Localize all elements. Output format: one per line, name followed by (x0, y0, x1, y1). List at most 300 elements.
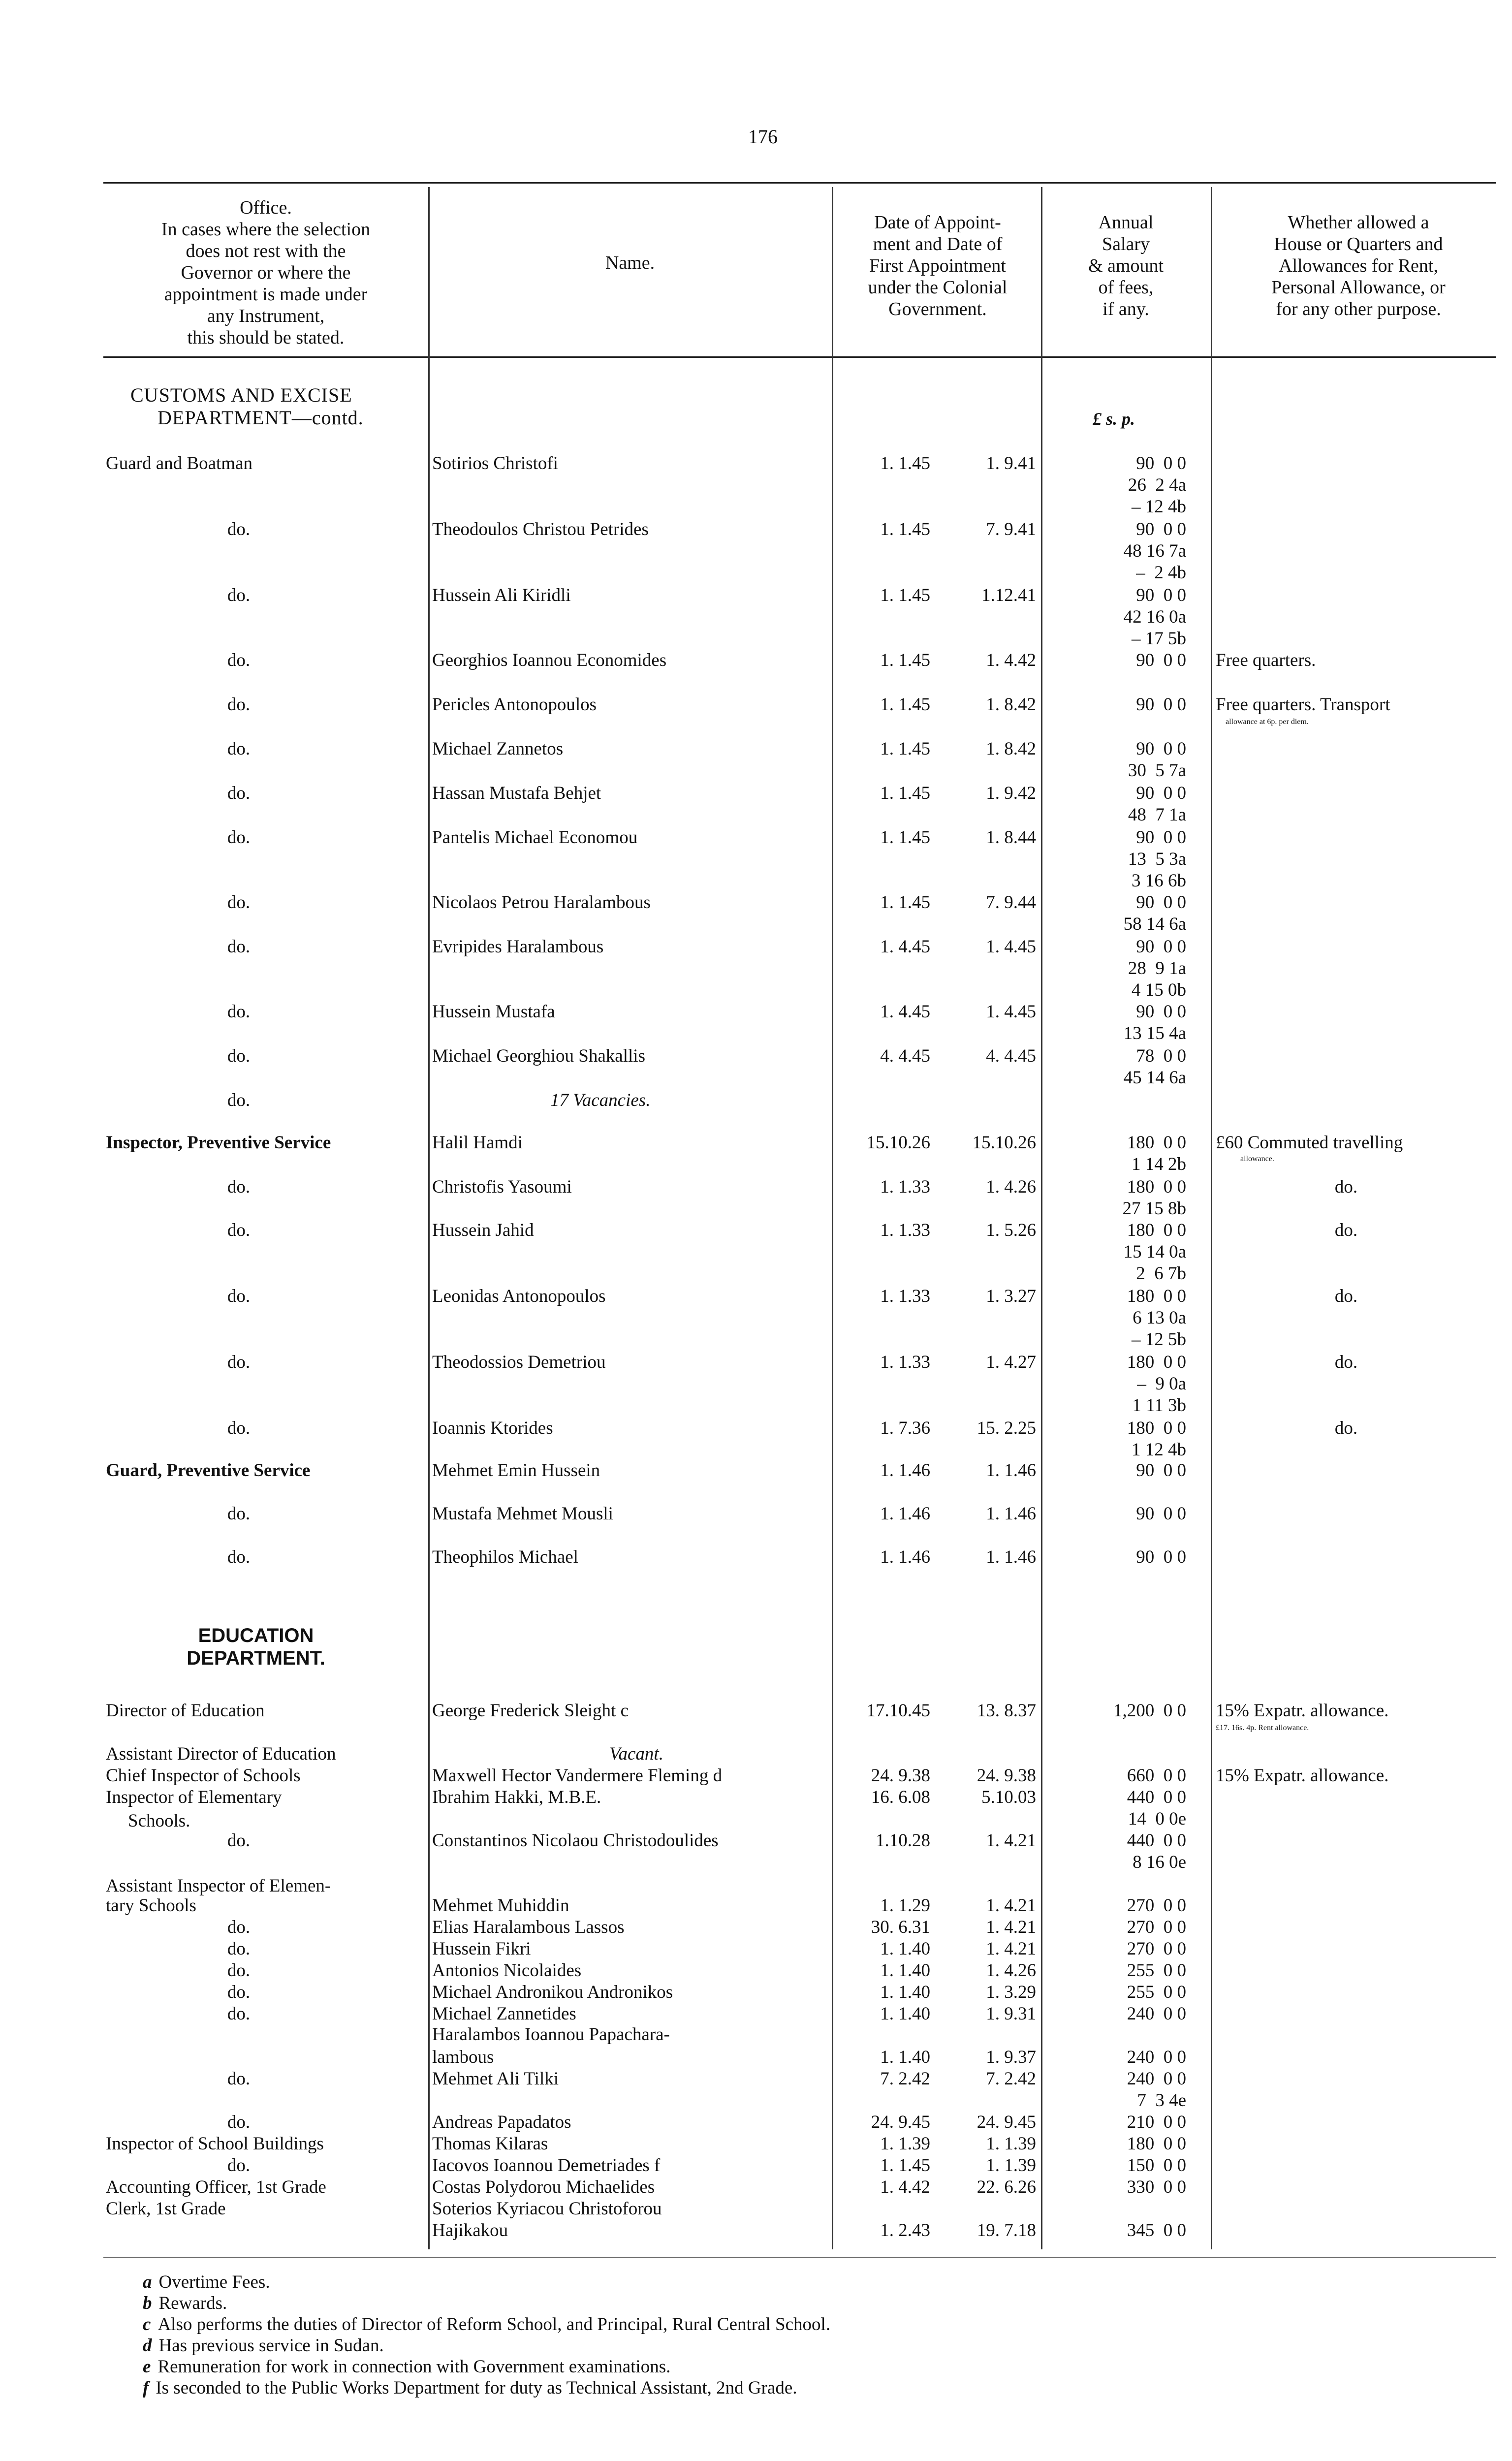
table-bottom-rule (103, 2257, 1496, 2258)
table-row (0, 1001, 1512, 1023)
appointment-date-cell: 1. 1.45 (880, 2155, 930, 2176)
first-appointment-date-cell: 13. 8.37 (976, 1701, 1036, 1721)
salary-fee-line: 30 5 7a (1128, 760, 1186, 781)
office-cell: do. (227, 1830, 251, 1851)
name-cell: Mustafa Mehmet Mousli (432, 1504, 613, 1524)
salary-cell: 90 0 0 (1136, 1547, 1186, 1567)
remark-expatr-cont: £17. 16s. 4p. Rent allowance. (1216, 1724, 1309, 1732)
footnote-mark: c (143, 2314, 151, 2335)
salary-cell: 255 0 0 (1127, 1960, 1186, 1981)
office-cell: do. (227, 694, 251, 715)
table-row (0, 1743, 1512, 1765)
salary-fee-line: 58 14 6a (1123, 914, 1186, 934)
office-cell: Clerk, 1st Grade (106, 2199, 226, 2219)
header-remarks: Whether allowed a House or Quarters and Allowances for Rent, Personal Allowance, or for any other purpose. (1271, 212, 1446, 319)
salary-cell: 240 0 0 (1127, 2047, 1186, 2067)
name-cell: Christofis Yasoumi (432, 1177, 572, 1197)
first-appointment-date-cell: 7. 9.44 (986, 892, 1036, 913)
table-row (0, 650, 1512, 671)
first-appointment-date-cell: 1.12.41 (981, 585, 1036, 605)
remarks-cell: Free quarters. (1216, 650, 1316, 670)
salary-fee-line: – 17 5b (1132, 629, 1186, 649)
first-appointment-date-cell: 7. 9.41 (986, 519, 1036, 539)
first-appointment-date-cell: 5.10.03 (981, 1787, 1036, 1807)
appointment-date-cell: 1. 1.40 (880, 2004, 930, 2024)
office-cell: do. (227, 1982, 251, 2002)
header-top-rule (103, 182, 1496, 184)
office-cell: do. (227, 1002, 251, 1022)
currency-units: £ s. p. (1093, 409, 1135, 429)
name-cell: George Frederick Sleight c (432, 1701, 629, 1721)
office-cell: Assistant Director of Education (106, 1744, 336, 1764)
name-cell: Ioannis Ktorides (432, 1418, 553, 1438)
salary-fee-line: 2 6 7b (1132, 1263, 1186, 1284)
office-cell: Accounting Officer, 1st Grade (106, 2177, 326, 2197)
first-appointment-date-cell: 1. 4.42 (986, 650, 1036, 670)
table-row (0, 2047, 1512, 2068)
office-cell: do. (227, 739, 251, 759)
salary-cell: 240 0 0 (1127, 2069, 1186, 2089)
salary-cell: 180 0 0 (1127, 1286, 1186, 1306)
table-row (0, 1503, 1512, 1525)
table-row (0, 1917, 1512, 1938)
appointment-date-cell: 30. 6.31 (871, 1917, 930, 1937)
first-appointment-date-cell: 1. 8.42 (986, 739, 1036, 759)
remarks-cell: 15% Expatr. allowance. (1216, 1701, 1389, 1721)
first-appointment-date-cell: 1. 4.21 (986, 1939, 1036, 1959)
office-cell: do. (227, 1090, 251, 1110)
remarks-cell: do. (1334, 1177, 1358, 1197)
first-appointment-date-cell: 1. 9.41 (986, 453, 1036, 473)
first-appointment-date-cell: 4. 4.45 (986, 1046, 1036, 1066)
table-row (0, 1418, 1512, 1439)
office-cell: Inspector, Preventive Service (106, 1133, 331, 1153)
footnote-mark: d (143, 2335, 152, 2356)
table-row (0, 738, 1512, 760)
office-cell: do. (227, 937, 251, 957)
office-cell: do. (227, 2155, 251, 2176)
name-cell: Sotirios Christofi (432, 453, 558, 473)
salary-fee-line: 13 5 3a (1128, 849, 1186, 869)
salary-fee-line: 14 0 0e (1128, 1809, 1186, 1829)
table-row (0, 1960, 1512, 1982)
name-cell: Hassan Mustafa Behjet (432, 783, 601, 803)
salary-cell: 180 0 0 (1127, 1220, 1186, 1240)
salary-cell: 1,200 0 0 (1113, 1701, 1186, 1721)
name-cell: Mehmet Muhiddin (432, 1895, 569, 1916)
salary-cell: 180 0 0 (1127, 1352, 1186, 1372)
appointment-date-cell: 1. 4.45 (880, 1002, 930, 1022)
name-cell: Theodossios Demetriou (432, 1352, 606, 1372)
footnote (143, 2293, 227, 2314)
appointment-date-cell: 16. 6.08 (871, 1787, 930, 1807)
office-cell: do. (227, 2069, 251, 2089)
name-cell: Thomas Kilaras (432, 2134, 548, 2154)
first-appointment-date-cell: 19. 7.18 (976, 2220, 1036, 2240)
footnote-text: Remuneration for work in connection with Government examinations. (158, 2357, 671, 2377)
header-date: Date of Appoint- ment and Date of First Appointment under the Colonial Government. (868, 212, 1008, 319)
table-row (0, 783, 1512, 804)
first-appointment-date-cell: 1. 1.46 (986, 1504, 1036, 1524)
salary-fee-line: 13 15 4a (1123, 1023, 1186, 1043)
first-appointment-date-cell: 1. 9.31 (986, 2004, 1036, 2024)
salary-fee-line: 45 14 6a (1123, 1068, 1186, 1088)
office-cell: do. (227, 1960, 251, 1981)
first-appointment-date-cell: 1. 8.42 (986, 694, 1036, 715)
first-appointment-date-cell: 1. 4.21 (986, 1830, 1036, 1851)
name-cell: Evripides Haralambous (432, 937, 604, 957)
first-appointment-date-cell: 15. 2.25 (976, 1418, 1036, 1438)
remarks-cell: do. (1334, 1352, 1358, 1372)
office-cell: do. (227, 2004, 251, 2024)
appointment-date-cell: 1. 1.45 (880, 453, 930, 473)
name-cell: lambous (432, 2047, 494, 2067)
appointment-date-cell: 1. 1.40 (880, 1939, 930, 1959)
table-row (0, 1700, 1512, 1722)
appointment-date-cell: 1. 1.46 (880, 1460, 930, 1481)
name-cell: Pericles Antonopoulos (432, 694, 597, 715)
office-cell: tary Schools (106, 1895, 196, 1916)
first-appointment-date-cell: 7. 2.42 (986, 2069, 1036, 2089)
office-cell: do. (227, 827, 251, 848)
salary-cell: 78 0 0 (1136, 1046, 1186, 1066)
appointment-date-cell: 7. 2.42 (880, 2069, 930, 2089)
salary-fee-line: – 2 4b (1136, 563, 1186, 583)
salary-cell: 660 0 0 (1127, 1766, 1186, 1786)
table-row (0, 585, 1512, 606)
name-cell: Soterios Kyriacou Christoforou (432, 2199, 662, 2219)
appointment-date-cell: 1. 1.45 (880, 739, 930, 759)
office-assistant-inspector: Assistant Inspector of Elemen- (106, 1876, 331, 1896)
footnote-text: Is seconded to the Public Works Department for duty as Technical Assistant, 2nd Grade. (156, 2378, 797, 2398)
first-appointment-date-cell: 1. 4.21 (986, 1917, 1036, 1937)
office-cell: do. (227, 1939, 251, 1959)
table-row (0, 1546, 1512, 1568)
name-cell: Hussein Mustafa (432, 1002, 555, 1022)
salary-cell: 180 0 0 (1127, 1418, 1186, 1438)
office-cell: do. (227, 892, 251, 913)
appointment-date-cell: 1. 1.45 (880, 694, 930, 715)
first-appointment-date-cell: 1. 4.21 (986, 1895, 1036, 1916)
appointment-date-cell: 1. 1.46 (880, 1504, 930, 1524)
remark-transport-cont: allowance at 6p. per diem. (1226, 718, 1309, 726)
salary-cell: 90 0 0 (1136, 694, 1186, 715)
appointment-date-cell: 1. 1.45 (880, 519, 930, 539)
page-number: 176 (748, 126, 778, 148)
salary-fee-line: 27 15 8b (1122, 1199, 1186, 1219)
first-appointment-date-cell: 1. 1.39 (986, 2134, 1036, 2154)
name-cell: Michael Zannetos (432, 739, 564, 759)
table-row (0, 2198, 1512, 2220)
name-cell: Constantinos Nicolaou Christodoulides (432, 1830, 719, 1851)
table-row (0, 936, 1512, 958)
first-appointment-date-cell: 1. 3.27 (986, 1286, 1036, 1306)
first-appointment-date-cell: 1. 4.27 (986, 1352, 1036, 1372)
salary-cell: 150 0 0 (1127, 2155, 1186, 2176)
name-cell: Antonios Nicolaides (432, 1960, 582, 1981)
name-cell: Hussein Fikri (432, 1939, 531, 1959)
name-cell: Pantelis Michael Economou (432, 827, 638, 848)
salary-cell: 270 0 0 (1127, 1895, 1186, 1916)
appointment-date-cell: 24. 9.38 (871, 1766, 930, 1786)
appointment-date-cell: 15.10.26 (866, 1133, 930, 1153)
footnote-text: Overtime Fees. (158, 2272, 270, 2292)
first-appointment-date-cell: 1. 4.26 (986, 1177, 1036, 1197)
salary-cell: 330 0 0 (1127, 2177, 1186, 2197)
footnote (143, 2335, 384, 2356)
appointment-date-cell: 24. 9.45 (871, 2112, 930, 2132)
name-papachara: Haralambos Ioannou Papachara- (432, 2024, 670, 2045)
office-cell: Inspector of School Buildings (106, 2134, 324, 2154)
name-cell: Leonidas Antonopoulos (432, 1286, 606, 1306)
section-title-customs: CUSTOMS AND EXCISE DEPARTMENT—contd. (130, 384, 364, 429)
appointment-date-cell: 1. 4.42 (880, 2177, 930, 2197)
office-cell: do. (227, 1177, 251, 1197)
office-cell: do. (227, 1286, 251, 1306)
salary-fee-line: 1 11 3b (1128, 1395, 1186, 1416)
name-cell: Maxwell Hector Vandermere Fleming d (432, 1766, 723, 1786)
footnote-text: Also performs the duties of Director of Reform School, and Principal, Rural Central School. (158, 2314, 831, 2335)
appointment-date-cell: 1. 1.33 (880, 1177, 930, 1197)
appointment-date-cell: 1. 2.43 (880, 2220, 930, 2240)
table-row (0, 519, 1512, 540)
appointment-date-cell: 17.10.45 (866, 1701, 930, 1721)
first-appointment-date-cell: 15.10.26 (972, 1133, 1036, 1153)
salary-fee-line: 42 16 0a (1123, 607, 1186, 627)
salary-cell: 90 0 0 (1136, 1002, 1186, 1022)
salary-cell: 90 0 0 (1136, 1504, 1186, 1524)
office-cell: Guard and Boatman (106, 453, 252, 473)
name-cell: Elias Haralambous Lassos (432, 1917, 625, 1937)
salary-fee-line: 6 13 0a (1128, 1308, 1186, 1328)
office-cell: do. (227, 1504, 251, 1524)
appointment-date-cell: 1. 7.36 (880, 1418, 930, 1438)
appointment-date-cell: 1. 1.40 (880, 1960, 930, 1981)
table-row (0, 1982, 1512, 2003)
office-schools-cont: Schools. (128, 1811, 190, 1831)
first-appointment-date-cell: 1. 9.37 (986, 2047, 1036, 2067)
office-cell: do. (227, 1547, 251, 1567)
appointment-date-cell: 1. 1.45 (880, 650, 930, 670)
salary-cell: 90 0 0 (1136, 650, 1186, 670)
appointment-date-cell: 1. 1.33 (880, 1352, 930, 1372)
name-cell: Iacovos Ioannou Demetriades f (432, 2155, 661, 2176)
salary-fee-line: 3 16 6b (1127, 871, 1186, 891)
name-cell: Vacant. (609, 1744, 663, 1764)
salary-fee-line: 8 16 0e (1128, 1852, 1186, 1872)
salary-cell: 345 0 0 (1127, 2220, 1186, 2240)
salary-fee-line: – 9 0a (1137, 1374, 1186, 1394)
remarks-cell: do. (1334, 1418, 1358, 1438)
salary-cell: 90 0 0 (1136, 739, 1186, 759)
table-row (0, 2177, 1512, 2198)
name-cell: Mehmet Emin Hussein (432, 1460, 600, 1481)
office-cell: Inspector of Elementary (106, 1787, 282, 1807)
appointment-date-cell: 1. 1.46 (880, 1547, 930, 1567)
first-appointment-date-cell: 24. 9.45 (976, 2112, 1036, 2132)
salary-cell: 180 0 0 (1127, 1133, 1186, 1153)
salary-cell: 90 0 0 (1136, 892, 1186, 913)
office-cell: do. (227, 519, 251, 539)
appointment-date-cell: 1. 4.45 (880, 937, 930, 957)
first-appointment-date-cell: 1. 1.46 (986, 1460, 1036, 1481)
first-appointment-date-cell: 1. 3.29 (986, 1982, 1036, 2002)
office-cell: Guard, Preventive Service (106, 1460, 311, 1481)
salary-cell: 90 0 0 (1136, 937, 1186, 957)
remarks-cell: do. (1334, 1286, 1358, 1306)
name-cell: Mehmet Ali Tilki (432, 2069, 559, 2089)
header-office: Office. In cases where the selection does not rest with the Governor or where the appointment is made under any Instrument, this should be stated. (161, 197, 371, 348)
name-cell: Andreas Papadatos (432, 2112, 571, 2132)
name-cell: Hussein Jahid (432, 1220, 534, 1240)
table-row (0, 1220, 1512, 1241)
office-cell: Chief Inspector of Schools (106, 1766, 301, 1786)
footnote (143, 2356, 670, 2377)
table-row (0, 694, 1512, 716)
salary-cell: 90 0 0 (1136, 1460, 1186, 1481)
first-appointment-date-cell: 1. 4.26 (986, 1960, 1036, 1981)
section-title-education: EDUCATION DEPARTMENT. (187, 1625, 325, 1669)
appointment-date-cell: 1. 1.45 (880, 827, 930, 848)
remarks-cell: Free quarters. Transport (1216, 694, 1390, 715)
footnote-mark: a (143, 2272, 152, 2292)
table-row (0, 2155, 1512, 2177)
remarks-cell: do. (1334, 1220, 1358, 1240)
appointment-date-cell: 1. 1.40 (880, 2047, 930, 2067)
office-cell: do. (227, 585, 251, 605)
first-appointment-date-cell: 1. 1.39 (986, 2155, 1036, 2176)
table-row (0, 2068, 1512, 2090)
name-cell: Ibrahim Hakki, M.B.E. (432, 1787, 601, 1807)
header-bottom-rule (103, 356, 1496, 358)
footnote-mark: e (143, 2357, 151, 2377)
salary-cell: 210 0 0 (1127, 2112, 1186, 2132)
salary-fee-line: 28 9 1a (1128, 958, 1186, 978)
table-row (0, 1352, 1512, 1373)
first-appointment-date-cell: 1. 9.42 (986, 783, 1036, 803)
table-row (0, 1132, 1512, 1154)
salary-fee-line: 48 16 7a (1123, 541, 1186, 561)
table-row (0, 2003, 1512, 2025)
name-cell: Theophilos Michael (432, 1547, 578, 1567)
office-cell: do. (227, 783, 251, 803)
table-row (0, 892, 1512, 914)
table-row (0, 1176, 1512, 1198)
office-cell: do. (227, 1917, 251, 1937)
salary-cell: 270 0 0 (1127, 1917, 1186, 1937)
remarks-cell: 15% Expatr. allowance. (1216, 1766, 1389, 1786)
appointment-date-cell: 4. 4.45 (880, 1046, 930, 1066)
first-appointment-date-cell: 1. 1.46 (986, 1547, 1036, 1567)
table-row (0, 2133, 1512, 2155)
salary-fee-line: 15 14 0a (1123, 1242, 1186, 1262)
appointment-date-cell: 1. 1.39 (880, 2134, 930, 2154)
footnote (143, 2377, 797, 2398)
name-cell: Georghios Ioannou Economides (432, 650, 667, 670)
salary-fee-line: – 12 4b (1132, 497, 1186, 517)
appointment-date-cell: 1.10.28 (876, 1830, 930, 1851)
appointment-date-cell: 1. 1.40 (880, 1982, 930, 2002)
salary-fee-line: 48 7 1a (1128, 805, 1186, 825)
appointment-date-cell: 1. 1.33 (880, 1220, 930, 1240)
table-row (0, 453, 1512, 474)
salary-cell: 180 0 0 (1127, 1177, 1186, 1197)
footnote-text: Rewards. (158, 2293, 227, 2313)
office-cell: do. (227, 650, 251, 670)
table-row (0, 1787, 1512, 1808)
name-cell: Hajikakou (432, 2220, 508, 2240)
salary-cell: 440 0 0 (1127, 1830, 1186, 1851)
table-row (0, 827, 1512, 849)
footnote-mark: b (143, 2293, 152, 2313)
salary-fee-line: 26 2 4a (1128, 475, 1186, 495)
name-cell: Michael Zannetides (432, 2004, 576, 2024)
first-appointment-date-cell: 1. 4.45 (986, 1002, 1036, 1022)
salary-cell: 180 0 0 (1127, 2134, 1186, 2154)
table-row (0, 1830, 1512, 1852)
salary-cell: 270 0 0 (1127, 1939, 1186, 1959)
office-cell: do. (227, 1220, 251, 1240)
table-row (0, 1895, 1512, 1917)
name-cell: 17 Vacancies. (550, 1090, 651, 1110)
appointment-date-cell: 1. 1.45 (880, 783, 930, 803)
appointment-date-cell: 1. 1.45 (880, 892, 930, 913)
office-cell: Director of Education (106, 1701, 265, 1721)
footnote-text: Has previous service in Sudan. (158, 2335, 384, 2356)
name-cell: Michael Andronikou Andronikos (432, 1982, 673, 2002)
table-row (0, 1938, 1512, 1960)
office-cell: do. (227, 1046, 251, 1066)
name-cell: Halil Hamdi (432, 1133, 523, 1153)
footnote (143, 2272, 270, 2293)
salary-cell: 90 0 0 (1136, 519, 1186, 539)
salary-cell: 90 0 0 (1136, 783, 1186, 803)
salary-fee-line: 1 14 2b (1127, 1154, 1186, 1174)
salary-fee-line: 4 15 0b (1127, 980, 1186, 1000)
remarks-cell: £60 Commuted travelling (1216, 1133, 1403, 1153)
appointment-date-cell: 1. 1.33 (880, 1286, 930, 1306)
name-cell: Theodoulos Christou Petrides (432, 519, 649, 539)
table-row (0, 1460, 1512, 1482)
footnote (143, 2314, 830, 2335)
appointment-date-cell: 1. 1.45 (880, 585, 930, 605)
appointment-date-cell: 1. 1.29 (880, 1895, 930, 1916)
table-row (0, 2112, 1512, 2133)
table-row (0, 1286, 1512, 1307)
table-row (0, 1090, 1512, 1111)
salary-fee-line: – 12 5b (1132, 1329, 1186, 1350)
first-appointment-date-cell: 1. 4.45 (986, 937, 1036, 957)
remark-travelling-cont: allowance. (1240, 1155, 1274, 1163)
name-cell: Costas Polydorou Michaelides (432, 2177, 655, 2197)
first-appointment-date-cell: 1. 8.44 (986, 827, 1036, 848)
salary-cell: 240 0 0 (1127, 2004, 1186, 2024)
header-name: Name. (605, 252, 655, 273)
first-appointment-date-cell: 1. 5.26 (986, 1220, 1036, 1240)
salary-cell: 440 0 0 (1127, 1787, 1186, 1807)
salary-cell: 90 0 0 (1136, 453, 1186, 473)
name-cell: Nicolaos Petrou Haralambous (432, 892, 651, 913)
header-salary: Annual Salary & amount of fees, if any. (1088, 212, 1164, 319)
salary-cell: 255 0 0 (1127, 1982, 1186, 2002)
table-row (0, 1765, 1512, 1787)
first-appointment-date-cell: 22. 6.26 (976, 2177, 1036, 2197)
office-cell: do. (227, 1418, 251, 1438)
first-appointment-date-cell: 24. 9.38 (976, 1766, 1036, 1786)
table-row (0, 1045, 1512, 1067)
name-cell: Michael Georghiou Shakallis (432, 1046, 645, 1066)
salary-cell: 90 0 0 (1136, 585, 1186, 605)
